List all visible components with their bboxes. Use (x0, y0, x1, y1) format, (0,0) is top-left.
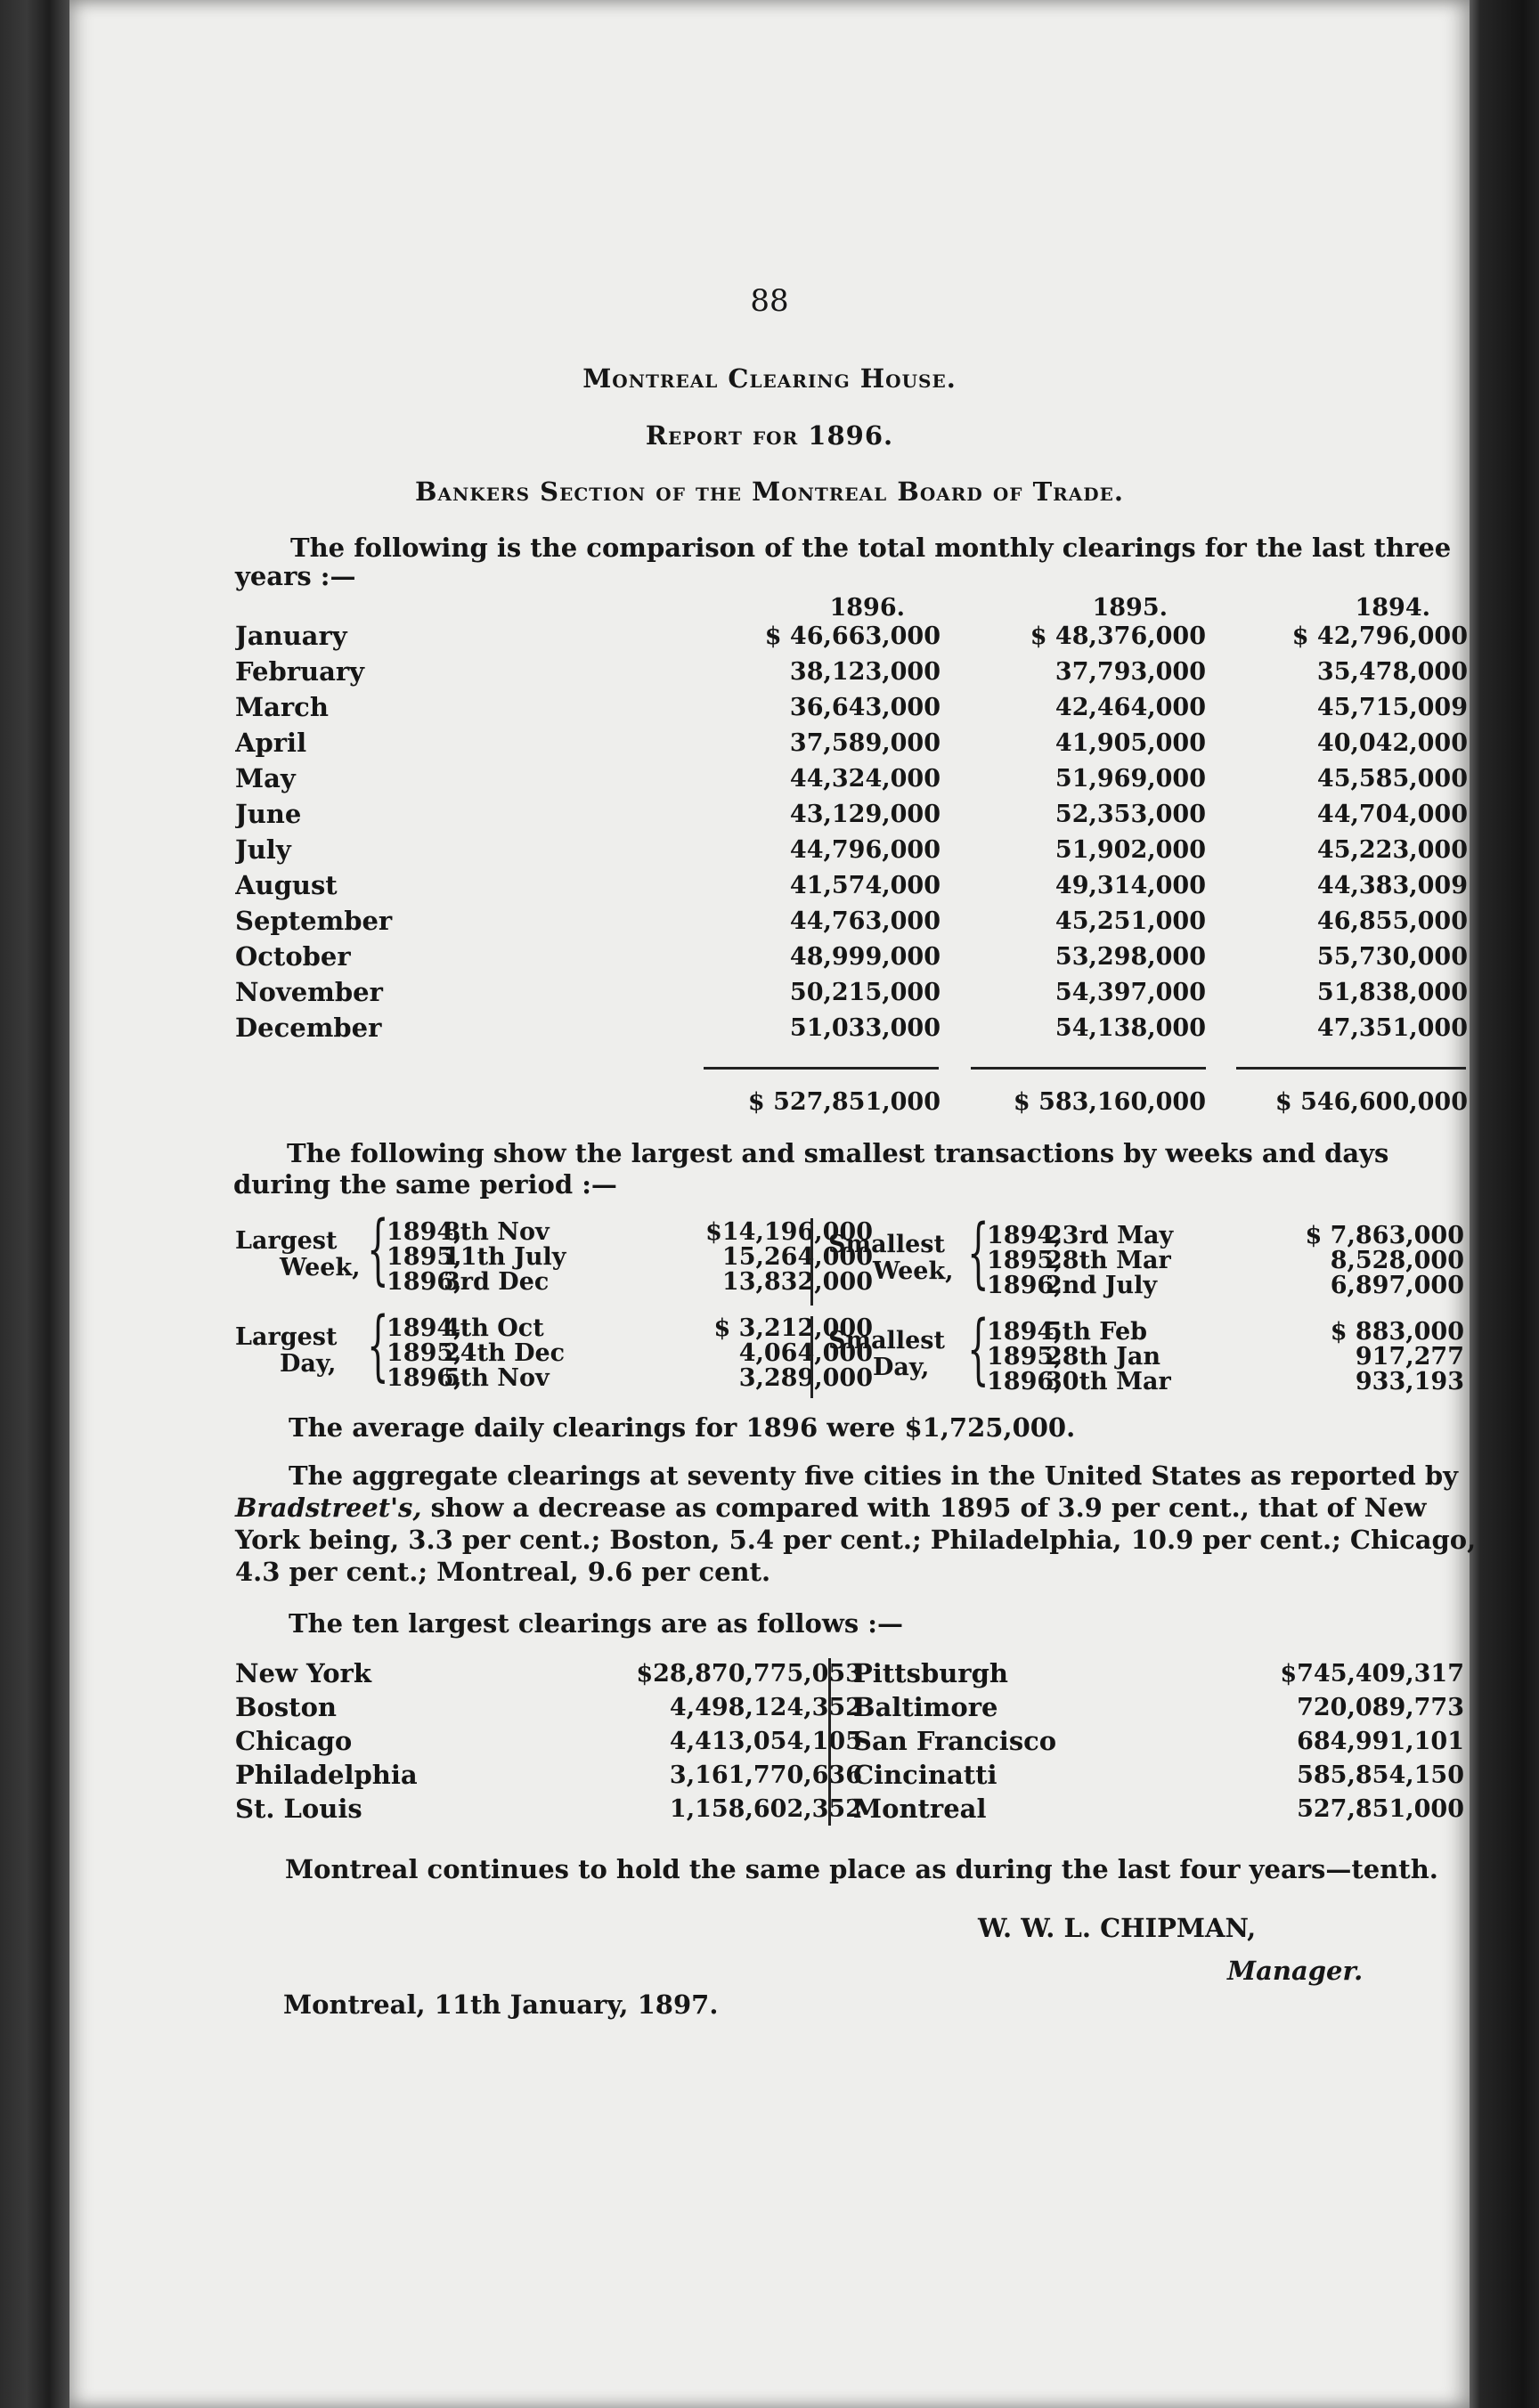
tx-date: 11th July (444, 1243, 566, 1271)
tx-year: 1896, (387, 1268, 462, 1296)
value-1894: 51,838,000 (1316, 979, 1468, 1006)
value-1894: 40,042,000 (1316, 729, 1468, 757)
tx-date: 5th Nov (444, 1364, 550, 1392)
value-1894: 45,585,000 (1316, 765, 1468, 793)
smallest_day-label-2: Day, (873, 1354, 930, 1381)
tx-year: 1895, (987, 1247, 1063, 1274)
tx-year: 1894, (987, 1222, 1063, 1249)
total-1896: $ 527,851,000 (747, 1088, 940, 1116)
value-1896: 44,324,000 (789, 765, 940, 793)
aggregate-line-3: York being, 3.3 per cent.; Boston, 5.4 per cent.; Philadelphia, 10.9 per cent.; Chicago, (235, 1525, 1477, 1555)
month-label: March (235, 692, 329, 722)
scanner-left-margin (0, 0, 69, 2408)
value-1895: $ 48,376,000 (1030, 622, 1206, 650)
intro-line-1: The following is the comparison of the total monthly clearings for the last three (290, 533, 1452, 563)
tx-amount: $ 7,863,000 (1305, 1222, 1464, 1249)
value-1894: 35,478,000 (1316, 658, 1468, 686)
tx-amount: 917,277 (1355, 1343, 1464, 1371)
month-label: December (235, 1013, 382, 1043)
bradstreets-source: Bradstreet's, (235, 1493, 422, 1523)
day-divider (810, 1316, 813, 1398)
city-name: Cincinatti (853, 1760, 998, 1790)
aggregate-line-4: 4.3 per cent.; Montreal, 9.6 per cent. (235, 1557, 771, 1587)
tx-amount: $14,196,000 (705, 1218, 873, 1246)
year-header-1896: 1896. (829, 594, 905, 622)
value-1895: 51,902,000 (1054, 836, 1206, 864)
tx-year: 1894, (387, 1218, 462, 1246)
value-1896: 51,033,000 (789, 1014, 940, 1042)
value-1895: 42,464,000 (1054, 694, 1206, 721)
signature-title: Manager. (1227, 1956, 1364, 1986)
city-name: Montreal (853, 1794, 987, 1824)
tx-date: 24th Dec (444, 1339, 566, 1367)
total-rule-1896 (704, 1067, 939, 1070)
city-name: Baltimore (853, 1692, 998, 1722)
tx-amount: 3,289,000 (738, 1364, 873, 1392)
value-1896: 43,129,000 (789, 801, 940, 828)
curly-brace: { (367, 1205, 389, 1294)
month-label: February (235, 656, 365, 687)
tx-year: 1895, (987, 1343, 1063, 1371)
intro-line-2: years :— (235, 561, 356, 591)
city-amount: 4,498,124,352 (669, 1694, 862, 1721)
value-1895: 53,298,000 (1054, 943, 1206, 971)
average-daily-line: The average daily clearings for 1896 were $1,725,000. (289, 1412, 1076, 1443)
value-1894: 55,730,000 (1316, 943, 1468, 971)
value-1894: 44,383,009 (1316, 872, 1468, 899)
transactions-intro-line-2: during the same period :— (233, 1169, 617, 1200)
city-name: San Francisco (853, 1726, 1057, 1756)
tx-year: 1895, (387, 1339, 462, 1367)
aggregate-line-1: The aggregate clearings at seventy five cities in the United States as reported by (289, 1460, 1458, 1491)
tx-date: 8th Nov (444, 1218, 550, 1246)
tx-amount: 933,193 (1355, 1368, 1464, 1395)
aggregate-line-2: Bradstreet's, show a decrease as compared with 1895 of 3.9 per cent., that of New (235, 1493, 1427, 1523)
value-1896: 48,999,000 (789, 943, 940, 971)
city-name: Philadelphia (235, 1760, 418, 1790)
tx-year: 1896, (387, 1364, 462, 1392)
city-amount: $28,870,775,053 (636, 1660, 862, 1688)
curly-brace: { (967, 1305, 989, 1394)
tx-year: 1894, (987, 1318, 1063, 1346)
value-1896: 41,574,000 (789, 872, 940, 899)
largest_day-label-2: Day, (280, 1350, 337, 1378)
tx-amount: 15,264,000 (721, 1243, 873, 1271)
tx-amount: 4,064,000 (738, 1339, 873, 1367)
value-1896: 44,796,000 (789, 836, 940, 864)
ten-largest-intro: The ten largest clearings are as follows :— (289, 1608, 903, 1639)
value-1896: $ 46,663,000 (764, 622, 940, 650)
tx-date: 5th Feb (1046, 1318, 1148, 1346)
scanner-right-margin (1470, 0, 1539, 2408)
tx-date: 28th Mar (1046, 1247, 1171, 1274)
tx-date: 3rd Dec (444, 1268, 550, 1296)
value-1896: 44,763,000 (789, 907, 940, 935)
tx-date: 28th Jan (1046, 1343, 1160, 1371)
month-label: September (235, 906, 393, 936)
closing-line: Montreal continues to hold the same place as during the last four years—tenth. (285, 1854, 1438, 1884)
value-1894: 47,351,000 (1316, 1014, 1468, 1042)
largest_week-label-1: Largest (235, 1227, 338, 1255)
city-name: Boston (235, 1692, 338, 1722)
tx-amount: 13,832,000 (721, 1268, 873, 1296)
value-1894: 44,704,000 (1316, 801, 1468, 828)
month-label: July (235, 834, 291, 865)
city-amount: 527,851,000 (1297, 1795, 1464, 1823)
value-1894: 45,715,009 (1316, 694, 1468, 721)
value-1894: 45,223,000 (1316, 836, 1468, 864)
month-label: May (235, 763, 296, 793)
transactions-intro-line-1: The following show the largest and smallest transactions by weeks and days (287, 1138, 1389, 1168)
tx-date: 2nd July (1046, 1272, 1158, 1299)
value-1895: 54,397,000 (1054, 979, 1206, 1006)
report-subtitle: Report for 1896. (645, 420, 894, 451)
value-1895: 51,969,000 (1054, 765, 1206, 793)
tx-date: 30th Mar (1046, 1368, 1171, 1395)
total-rule-1895 (971, 1067, 1206, 1070)
tx-year: 1896, (987, 1368, 1063, 1395)
tx-amount: $ 3,212,000 (713, 1314, 873, 1342)
value-1895: 49,314,000 (1054, 872, 1206, 899)
value-1895: 52,353,000 (1054, 801, 1206, 828)
curly-brace: { (367, 1301, 389, 1390)
month-label: June (235, 799, 302, 829)
total-1895: $ 583,160,000 (1013, 1088, 1206, 1116)
curly-brace: { (967, 1208, 989, 1298)
value-1895: 45,251,000 (1054, 907, 1206, 935)
tx-amount: 6,897,000 (1330, 1272, 1464, 1299)
city-name: Pittsburgh (853, 1658, 1008, 1688)
city-amount: 585,854,150 (1297, 1761, 1464, 1789)
report-title: Montreal Clearing House. (582, 363, 957, 394)
report-section: Bankers Section of the Montreal Board of Trade. (415, 476, 1124, 507)
value-1896: 36,643,000 (789, 694, 940, 721)
value-1894: 46,855,000 (1316, 907, 1468, 935)
city-name: St. Louis (235, 1794, 362, 1824)
city-name: Chicago (235, 1726, 353, 1756)
year-header-1894: 1894. (1355, 594, 1430, 622)
city-amount: 684,991,101 (1297, 1728, 1464, 1755)
document-page (69, 0, 1477, 2408)
place-and-date: Montreal, 11th January, 1897. (283, 1989, 719, 2020)
value-1896: 50,215,000 (789, 979, 940, 1006)
total-rule-1894 (1236, 1067, 1466, 1070)
page-number: 88 (750, 283, 789, 319)
city-amount: $745,409,317 (1280, 1660, 1464, 1688)
largest_week-label-2: Week, (280, 1254, 361, 1281)
tx-year: 1894, (387, 1314, 462, 1342)
month-label: October (235, 941, 351, 972)
value-1896: 37,589,000 (789, 729, 940, 757)
city-amount: 720,089,773 (1297, 1694, 1464, 1721)
month-label: April (235, 728, 307, 758)
smallest_week-label-1: Smallest (828, 1231, 945, 1258)
city-amount: 4,413,054,105 (669, 1728, 862, 1755)
month-label: November (235, 977, 383, 1007)
tx-date: 4th Oct (444, 1314, 544, 1342)
year-header-1895: 1895. (1092, 594, 1168, 622)
city-amount: 1,158,602,352 (669, 1795, 862, 1823)
city-name: New York (235, 1658, 371, 1688)
total-1894: $ 546,600,000 (1274, 1088, 1468, 1116)
value-1894: $ 42,796,000 (1291, 622, 1468, 650)
month-label: August (235, 870, 338, 900)
tx-date: 23rd May (1046, 1222, 1174, 1249)
value-1895: 37,793,000 (1054, 658, 1206, 686)
smallest_week-label-2: Week, (873, 1257, 954, 1285)
city-amount: 3,161,770,636 (669, 1761, 862, 1789)
signature-name: W. W. L. CHIPMAN, (978, 1913, 1257, 1943)
tx-amount: $ 883,000 (1330, 1318, 1464, 1346)
value-1895: 54,138,000 (1054, 1014, 1206, 1042)
month-label: January (235, 621, 347, 651)
tx-amount: 8,528,000 (1330, 1247, 1464, 1274)
tx-year: 1896, (987, 1272, 1063, 1299)
value-1895: 41,905,000 (1054, 729, 1206, 757)
tx-year: 1895, (387, 1243, 462, 1271)
week-divider (810, 1218, 813, 1306)
largest_day-label-1: Largest (235, 1323, 338, 1351)
value-1896: 38,123,000 (789, 658, 940, 686)
ten-largest-divider (828, 1658, 831, 1826)
smallest_day-label-1: Smallest (828, 1327, 945, 1354)
